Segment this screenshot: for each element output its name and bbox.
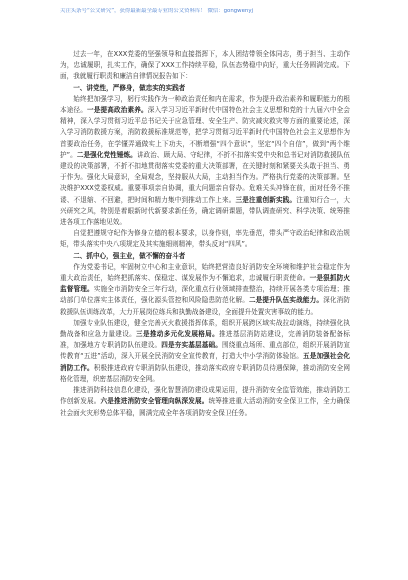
section-heading: 一、讲党性，严修身，做忠实的实践者 — [73, 83, 186, 92]
paragraph — [60, 385, 350, 419]
text-run: 推进消防科技信息化建设，强化智慧消防建设成果运用，提升消防安全监管效能，推动消防工作创新发展。 — [60, 386, 350, 406]
paragraph: 自觉把遵规守纪作为修身立德的根本要求，以身作则，率先垂范，带头严守政治纪律和政治规矩，带头落实中央八项规定及其实施细则精神，带头反对“四风”。 — [60, 229, 350, 249]
text-run: 始终把加强学习，躬行实践作为一种政治责任和内在需求，作为提升政治素养和履职能力的根本途径。 — [60, 94, 350, 115]
text-run: 围绕重点场所、重点部位，组织开展消防宣传教育“五进”活动，深入开展全民消防安全宣传教育，打造大中小学消防体验馆。 — [60, 341, 351, 361]
text-run: 统筹推进重大活动消防安全保卫工作，全力确保社会面火灾形势总体平稳，圆满完成全年各项消防安全保卫任务。 — [60, 397, 351, 417]
text-run: 推进基层消防站建设，完善消防装备配备标准，加强地方专职消防队伍建设。 — [60, 330, 351, 350]
text-run: 注重知行合一，大兴研究之风，特别是着眼新时代新要求新任务，确定调研课题，带队调查研究、科学决策、统筹推进各项工作落地见效。 — [60, 195, 351, 227]
banner-text: 关注头条号“公文研究”，获得最新最全最专业的公文资料库！ 微信：gongwenyj — [60, 8, 254, 14]
bold-run: 二是提升队伍实战能力。 — [248, 296, 324, 305]
paragraph — [60, 94, 350, 228]
paragraph — [60, 318, 350, 385]
text-run: 深化消防救援队伍训练改革，大力开展岗位练兵和执勤战备建设，全面提升处置灾害事故的能力。 — [60, 296, 351, 316]
text-run: 实施全市消防安全三年行动，深化重点行业领域排查整治，持续开展各类专项治理；推动部门单位落实主体责任，强化源头管控和风险隐患防范化解。 — [60, 285, 351, 305]
bold-run: 三是推动多元化发展格局。 — [136, 330, 219, 339]
bold-run: 二是强化党性锤炼。 — [76, 150, 137, 159]
text-run: 加强专业队伍建设，健全完善灭火救援指挥体系，组织开展跨区域实战拉动演练，持续强化执勤战备和应急力量建设。 — [60, 318, 350, 339]
text-run: 积极推进政府专职消防队伍建设，推动落实政府专职消防员待遇保障，推动消防安全网格化管理，织密基层消防安全网。 — [60, 363, 351, 383]
text-run: 讲政治、顾大局、守纪律，不折不扣落实党中央和总书记对消防救援队伍建设的决策部署，不折不扣地贯彻落实党委的重大决策部署，在关键时刻和紧要关头敢于担当、勇于作为。强化大局意识，全局观念，坚持服从大局，主动担当作为。严格执行党委的决策部署。坚决维护XXX党委权威。重要事项亲自协调，重大问题亲自督办。危难关头冲锋在前，面对任务不推诿、不退缩、不回避，把时间和精力集中到推动工作上来。 — [60, 150, 351, 204]
text-run: 深入学习习近平新时代中国特色社会主义思想和党的十九届六中全会精神，深入学习贯彻习近平总书记关于应急管理、安全生产、防灾减灾救灾等方面的重要论述，深入学习消防救援方案，消防救援标准规范等，把学习贯彻习近平新时代中国特色社会主义思想作为首要政治任务，在学懂弄通做实上下功夫，不断增强“四个意识”，坚定“四个自信”，做到“两个维护”。 — [60, 106, 351, 159]
bold-run: 五是加强社会化消防工作。 — [60, 352, 350, 372]
bold-run: 一是狠抓防火监督管理。 — [60, 274, 351, 294]
bold-run: 六是推进消防安全管理向纵深发展。 — [100, 397, 209, 406]
text-run: 作为党委书记，牢固树立中心和主业意识，始终把营造良好消防安全环境和维护社会稳定作为重大政治责任，始终把抓落实、保稳定、谋发展作为不懈追求，忠诚履行职责使命。 — [60, 262, 350, 283]
section-heading: 二、抓中心，强主业，做不懈的奋斗者 — [73, 251, 186, 260]
bold-run: 三是注重创新实践。 — [235, 195, 297, 204]
bold-run: 四是夯实基层基础。 — [161, 341, 222, 350]
paragraph — [60, 262, 350, 318]
intro-paragraph: 过去一年，在XXX党委的坚强领导和直接指挥下，本人团结带领全体同志，勇于担当、主动作为，忠诚履职，扎实工作，确保了XXX工作持续平稳，队伍态势稳中向好，重大任务圆满完成。下面，我就履行职责和廉洁自律情况报告如下： — [60, 50, 350, 81]
bold-run: 一是提高政治素养。 — [87, 106, 148, 115]
document-body — [60, 49, 350, 419]
